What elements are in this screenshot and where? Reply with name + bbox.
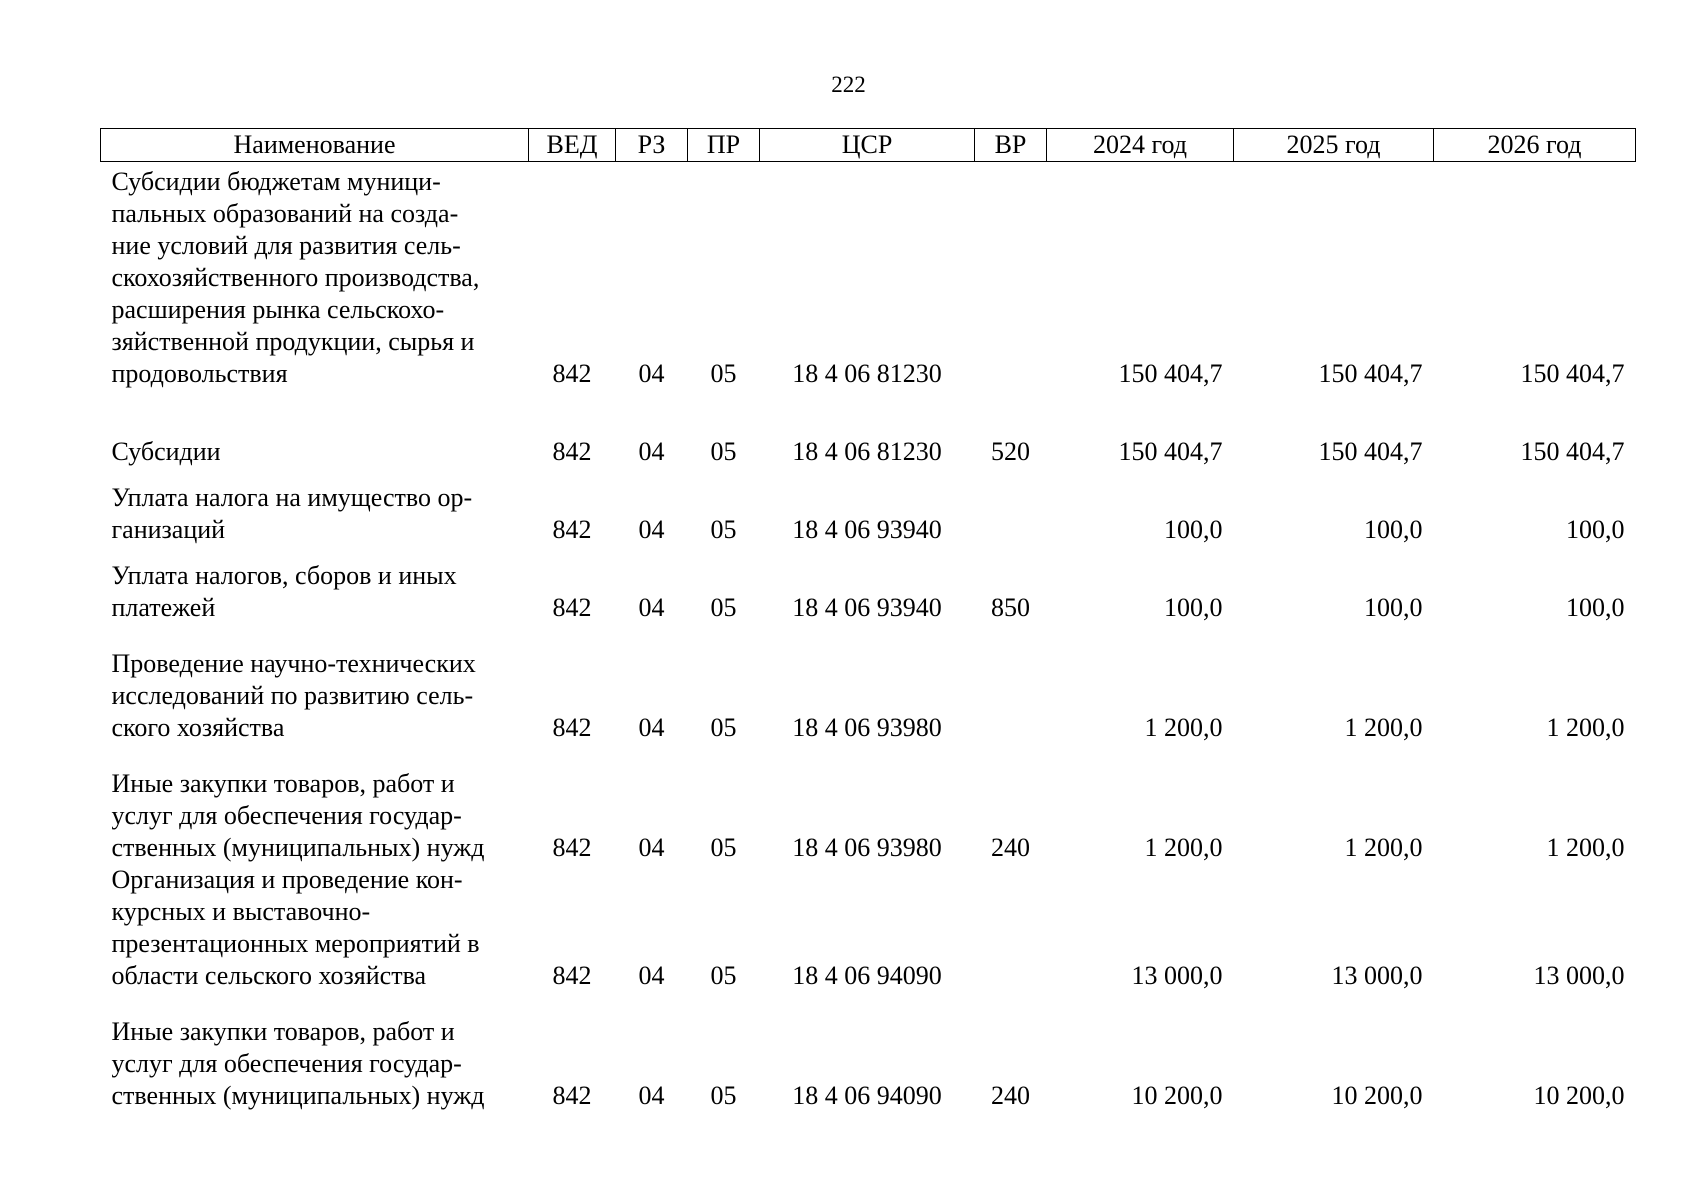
row-name-line: продовольствия xyxy=(111,359,288,388)
row-2024-cell: 100,0 xyxy=(1164,515,1223,544)
row-name-cell xyxy=(101,468,529,546)
row-name-line: ние условий для развития сель- xyxy=(111,231,461,260)
row-name-cell xyxy=(101,546,529,624)
row-csr-cell: 18 4 06 93940 xyxy=(792,593,942,622)
row-ved-cell: 842 xyxy=(552,437,592,466)
table-row xyxy=(101,744,1636,864)
header-name: Наименование xyxy=(101,129,529,162)
row-name-line: услуг для обеспечения государ- xyxy=(111,801,462,830)
table-row xyxy=(101,864,1636,992)
page-number: 222 xyxy=(831,72,866,97)
row-2025-cell: 13 000,0 xyxy=(1331,961,1423,990)
row-name-line: пальных образований на созда- xyxy=(111,199,459,228)
row-csr-cell: 18 4 06 93980 xyxy=(792,833,942,862)
row-name-cell xyxy=(101,390,529,468)
row-csr-cell: 18 4 06 94090 xyxy=(792,961,942,990)
row-rz-cell: 04 xyxy=(638,437,665,466)
row-pr-cell: 05 xyxy=(710,593,737,622)
row-name-line: Субсидии бюджетам муници- xyxy=(111,167,441,196)
row-name-line: Уплата налога на имущество ор- xyxy=(111,483,473,512)
table-row xyxy=(101,390,1636,468)
row-pr-cell: 05 xyxy=(710,359,737,388)
table-header-row xyxy=(101,129,1636,162)
row-name-line: ственных (муниципальных) нужд xyxy=(111,833,485,862)
row-vr-cell xyxy=(975,162,1047,391)
row-pr-cell: 05 xyxy=(710,833,737,862)
row-ved-cell: 842 xyxy=(552,713,592,742)
budget-table-container xyxy=(100,128,1635,1112)
header-ved: ВЕД xyxy=(529,129,616,162)
row-2026-cell: 1 200,0 xyxy=(1546,713,1625,742)
row-csr-cell: 18 4 06 81230 xyxy=(792,359,942,388)
row-name-line: курсных и выставочно- xyxy=(111,897,371,926)
row-rz-cell: 04 xyxy=(638,833,665,862)
row-rz-cell: 04 xyxy=(638,713,665,742)
row-name-line: ганизаций xyxy=(111,515,226,544)
row-pr-cell: 05 xyxy=(710,713,737,742)
row-2026-cell: 1 200,0 xyxy=(1546,833,1625,862)
row-name-line: платежей xyxy=(111,593,216,622)
row-2026-cell: 150 404,7 xyxy=(1520,359,1625,388)
row-2026-cell: 10 200,0 xyxy=(1533,1081,1625,1110)
row-2025-cell: 100,0 xyxy=(1364,515,1423,544)
row-2024-cell: 1 200,0 xyxy=(1144,833,1223,862)
row-ved-cell: 842 xyxy=(552,359,592,388)
header-vr: ВР xyxy=(975,129,1047,162)
row-name-cell xyxy=(101,624,529,744)
row-2025-cell: 100,0 xyxy=(1364,593,1423,622)
row-name-line: Иные закупки товаров, работ и xyxy=(111,769,455,798)
row-name-line: презентационных мероприятий в xyxy=(111,929,480,958)
table-row xyxy=(101,468,1636,546)
row-vr-cell: 240 xyxy=(991,1081,1030,1110)
table-row xyxy=(101,992,1636,1112)
table-row xyxy=(101,624,1636,744)
row-name-line: Проведение научно-технических xyxy=(111,649,476,678)
row-2026-cell: 100,0 xyxy=(1566,593,1625,622)
row-rz-cell: 04 xyxy=(638,359,665,388)
row-rz-cell: 04 xyxy=(638,593,665,622)
row-2024-cell: 1 200,0 xyxy=(1144,713,1223,742)
header-rz: РЗ xyxy=(616,129,688,162)
row-vr-cell: 850 xyxy=(991,593,1030,622)
row-name-line: скохозяйственного производства, xyxy=(111,263,480,292)
row-name-cell xyxy=(101,162,529,391)
row-name-line: Иные закупки товаров, работ и xyxy=(111,1017,455,1046)
row-2024-cell: 150 404,7 xyxy=(1118,437,1223,466)
header-pr: ПР xyxy=(688,129,760,162)
row-name-line: Уплата налогов, сборов и иных xyxy=(111,561,457,590)
row-pr-cell: 05 xyxy=(710,1081,737,1110)
row-name-cell xyxy=(101,992,529,1112)
row-name-line: Организация и проведение кон- xyxy=(111,865,463,894)
row-ved-cell: 842 xyxy=(552,515,592,544)
row-name-line: области сельского хозяйства xyxy=(111,961,427,990)
row-2024-cell: 13 000,0 xyxy=(1131,961,1223,990)
budget-table xyxy=(100,128,1636,1112)
table-row xyxy=(101,162,1636,391)
row-2026-cell: 100,0 xyxy=(1566,515,1625,544)
row-2025-cell: 1 200,0 xyxy=(1344,713,1423,742)
row-name-cell xyxy=(101,744,529,864)
header-2024: 2024 год xyxy=(1047,129,1234,162)
row-pr-cell: 05 xyxy=(710,961,737,990)
row-rz-cell: 04 xyxy=(638,1081,665,1110)
row-name-line: расширения рынка сельскохо- xyxy=(111,295,445,324)
row-ved-cell: 842 xyxy=(552,593,592,622)
row-2025-cell: 1 200,0 xyxy=(1344,833,1423,862)
row-name-line: Субсидии xyxy=(111,437,221,466)
row-name-line: ского хозяйства xyxy=(111,713,285,742)
row-csr-cell: 18 4 06 81230 xyxy=(792,437,942,466)
row-2025-cell: 10 200,0 xyxy=(1331,1081,1423,1110)
row-rz-cell: 04 xyxy=(638,515,665,544)
table-row xyxy=(101,546,1636,624)
row-ved-cell: 842 xyxy=(552,833,592,862)
row-vr-cell xyxy=(975,864,1047,992)
table-body xyxy=(101,162,1636,1113)
header-2026: 2026 год xyxy=(1434,129,1636,162)
row-2026-cell: 150 404,7 xyxy=(1520,437,1625,466)
row-name-line: услуг для обеспечения государ- xyxy=(111,1049,462,1078)
row-name-cell xyxy=(101,864,529,992)
row-2024-cell: 150 404,7 xyxy=(1118,359,1223,388)
row-pr-cell: 05 xyxy=(710,515,737,544)
row-name-line: зяйственной продукции, сырья и xyxy=(111,327,475,356)
row-vr-cell xyxy=(975,468,1047,546)
row-2026-cell: 13 000,0 xyxy=(1533,961,1625,990)
row-vr-cell xyxy=(975,624,1047,744)
row-rz-cell: 04 xyxy=(638,961,665,990)
row-pr-cell: 05 xyxy=(710,437,737,466)
row-vr-cell: 240 xyxy=(991,833,1030,862)
row-csr-cell: 18 4 06 93940 xyxy=(792,515,942,544)
header-2025: 2025 год xyxy=(1234,129,1434,162)
row-2024-cell: 100,0 xyxy=(1164,593,1223,622)
row-csr-cell: 18 4 06 94090 xyxy=(792,1081,942,1110)
row-2025-cell: 150 404,7 xyxy=(1318,437,1423,466)
row-name-line: исследований по развитию сель- xyxy=(111,681,474,710)
row-2025-cell: 150 404,7 xyxy=(1318,359,1423,388)
row-name-line: ственных (муниципальных) нужд xyxy=(111,1081,485,1110)
row-vr-cell: 520 xyxy=(991,437,1030,466)
row-2024-cell: 10 200,0 xyxy=(1131,1081,1223,1110)
row-csr-cell: 18 4 06 93980 xyxy=(792,713,942,742)
row-ved-cell: 842 xyxy=(552,1081,592,1110)
row-ved-cell: 842 xyxy=(552,961,592,990)
header-csr: ЦСР xyxy=(760,129,975,162)
